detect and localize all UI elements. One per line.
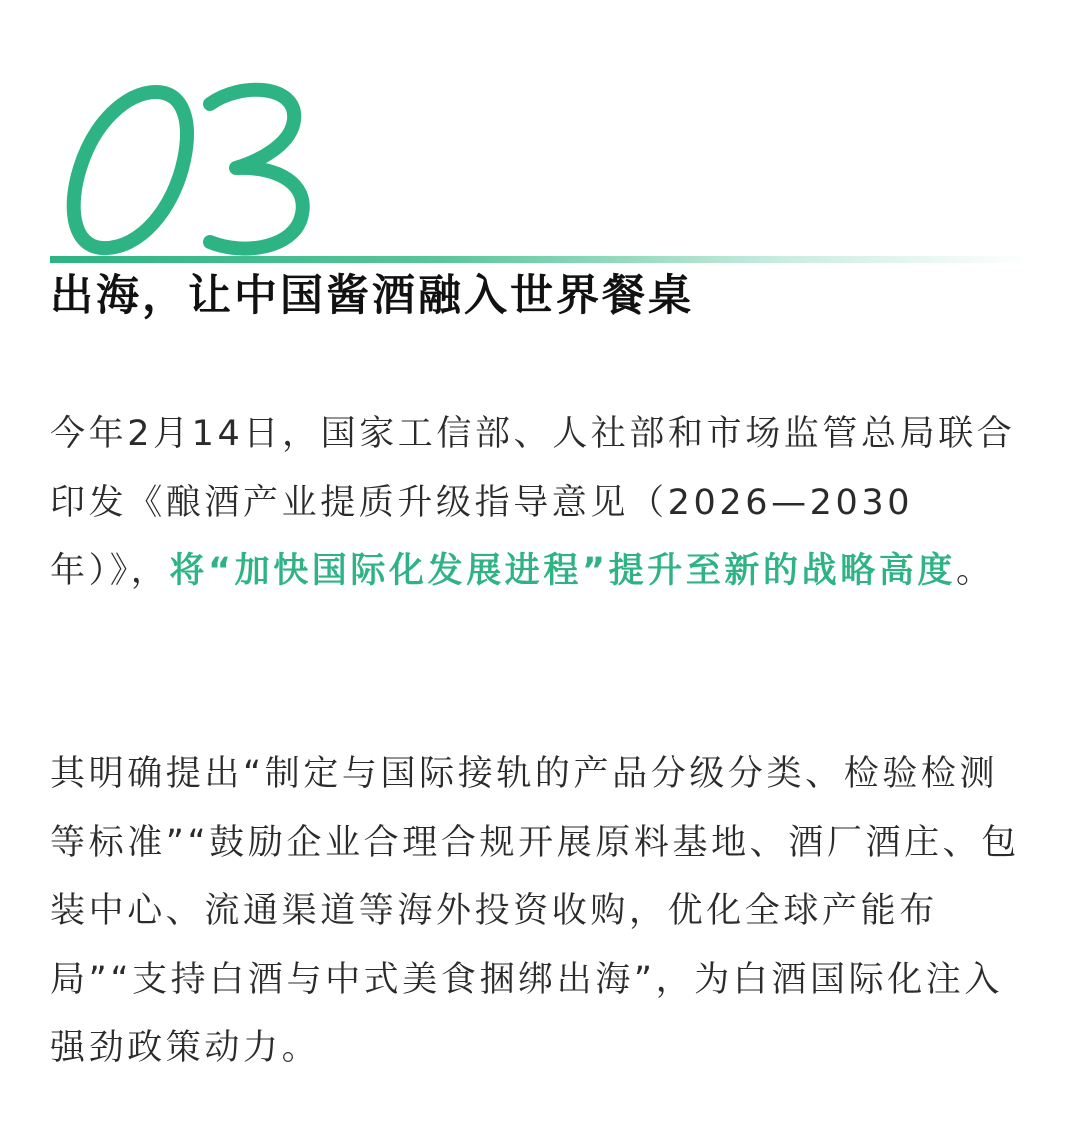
section-number [60,78,320,263]
section-title: 出海，让中国酱酒融入世界餐桌 [50,271,694,321]
paragraph-1 [50,400,1032,606]
paragraph-1-highlight: 将“加快国际化发展进程”提升至新的战略高度 [169,551,957,591]
paragraph-2: 其明确提出“制定与国际接轨的产品分级分类、检验检测等标准”“鼓励企业合理合规开展原料基地、酒厂酒庄、包装中心、流通渠道等海外投资收购，优化全球产能布局”“支持白酒与中式美食捆绑出海”，为白酒国际化注入强劲政策动力。 [50,754,1020,1068]
paragraph-1-lead: 今年2月14日，国家工信部、人社部和市场监管总局联合印发《酿酒产业提质升级指导意见（2026—2030年）》， [50,414,1016,591]
paragraph-1-tail: 。 [956,551,995,591]
digit-three-glyph [210,90,303,249]
title-underline [50,256,1030,263]
digit-zero-glyph [74,92,187,248]
